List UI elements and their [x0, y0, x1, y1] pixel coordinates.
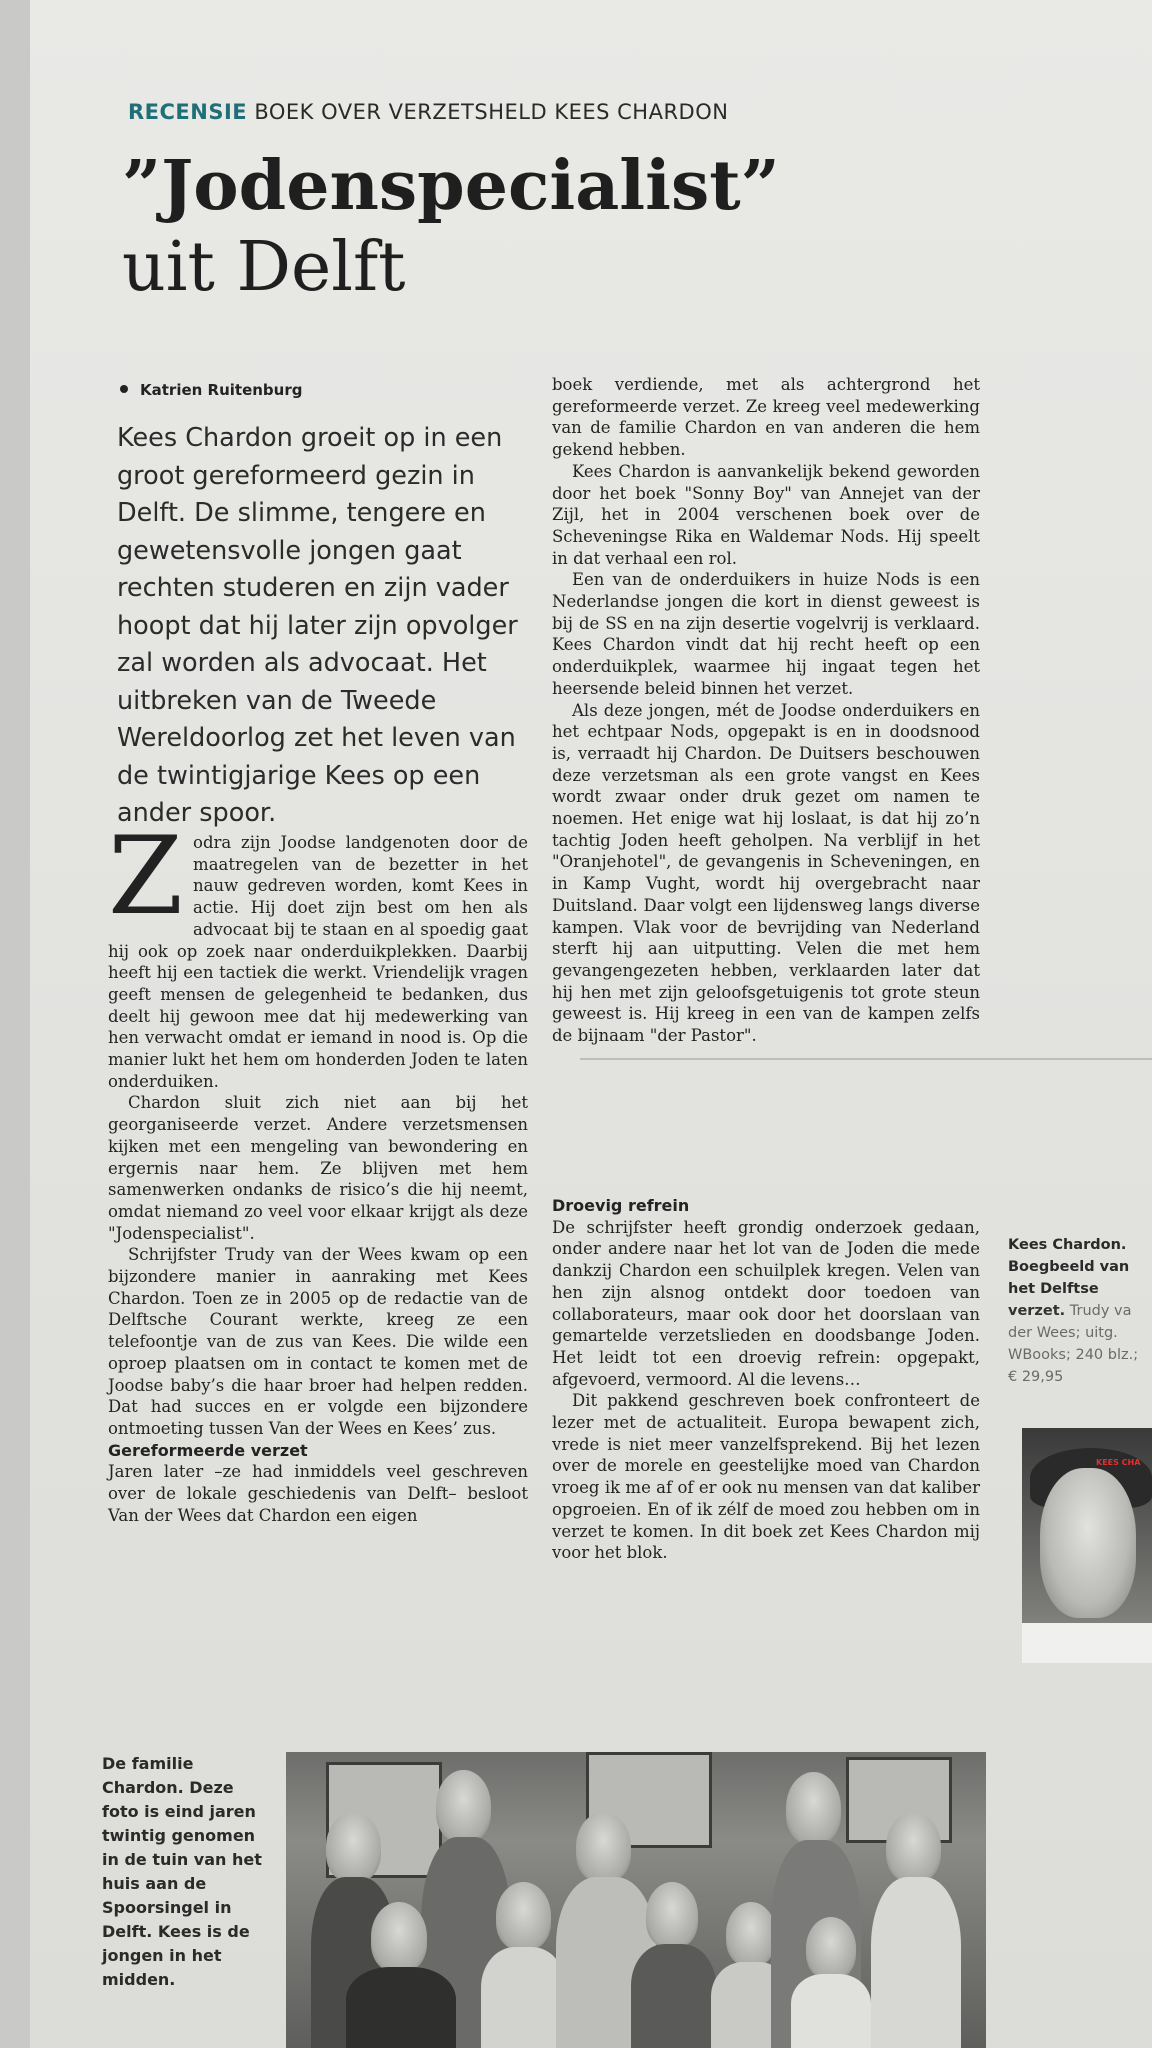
article-column-3: [552, 1195, 980, 1564]
photo-person: [886, 1812, 941, 1882]
paragraph: Jaren later –ze had inmiddels veel geschreven over de lokale geschiedenis van Delft– besloot Van der Wees dat Chardon een eigen: [108, 1462, 528, 1525]
lead-paragraph: Kees Chardon groeit op in een groot gereformeerd gezin in Delft. De slimme, tengere en gewetensvolle jongen gaat rechten studeren en zijn vader hoopt dat hij later zijn opvolger zal worden als advocaat. Het uitbreken van de Tweede Wereldoorlog zet het leven van de twintigjarige Kees op een ander spoor.: [117, 423, 518, 828]
photo-person: [646, 1882, 698, 1948]
caption-label: verzet.: [1008, 1303, 1066, 1319]
article-column-1: [108, 814, 528, 1527]
article-column-2: [552, 374, 980, 1047]
paragraph: Chardon sluit zich niet aan bij het georganiseerde verzet. Andere verzetsmensen kijken met een mengeling van bewondering en ergernis naar hem. Ze blijven met hem samenwerken ondanks de risico’s die hij neemt, omdat niemand zo veel voor elkaar krijgt als deze "Jodenspecialist".: [108, 1093, 528, 1243]
paragraph: boek verdiende, met als achtergrond het gereformeerde verzet. Ze kreeg veel medewerking van de familie Chardon en van anderen die hem gekend hebben.: [552, 375, 980, 460]
photo-person: [326, 1812, 381, 1882]
paper-fold: [580, 1058, 1152, 1060]
caption-description: Boegbeeld van het Delftse: [1008, 1259, 1130, 1297]
cover-title: KEES CHA: [1096, 1458, 1141, 1467]
paragraph: odra zijn Joodse landgenoten door de maatregelen van de bezetter in het nauw gedreven worden, komt Kees in actie. Hij doet zijn best om hen als advocaat bij te staan en al spoedig gaat hij ook op zoek naar onderduikplekken. Daarbij heeft hij een tactiek die werkt. Vriendelijk vragen geeft mensen de gelegenheid te bedanken, dus deelt hij gewoon mee dat hij medewerking van hen verwacht omdat er iemand in nood is. Op die manier lukt het hem om honderden Joden te laten onderduiken.: [108, 833, 528, 1091]
kicker-label: RECENSIE: [128, 100, 248, 124]
author-name: Katrien Ruitenburg: [140, 381, 303, 399]
subheading: Droevig refrein: [552, 1196, 690, 1215]
headline-line-1: ”Jodenspecialist”: [122, 146, 780, 226]
headline: [122, 145, 1022, 309]
photo-caption: De familie Chardon. Deze foto is eind jaren twintig genomen in de tuin van het huis aan de Spoorsingel in Delft. Kees is de jongen in het midden.: [102, 1754, 262, 1989]
paragraph: Kees Chardon is aanvankelijk bekend geworden door het boek "Sonny Boy" van Annejet van der Zijl, het in 2004 verschenen boek over de Scheveningse Rika en Waldemar Nods. Hij speelt in dat verhaal een rol.: [552, 461, 980, 568]
photo-person: [791, 1974, 871, 2048]
photo-person: [346, 1967, 456, 2048]
paragraph: Als deze jongen, mét de Joodse onderduikers en het echtpaar Nods, opgepakt is en in doodsnood is, verraadt hij Chardon. De Duitsers beschouwen deze verzetsman als een grote vangst en Kees wordt zwaar onder druk gezet om namen te noemen. Het enige wat hij loslaat, is dat hij zo’n tachtig Joden heeft geholpen. Na verblijf in het "Oranjehotel", de gevangenis in Scheveningen, en in Kamp Vught, wordt hij overgebracht naar Duitsland. Daar volgt een lijdensweg langs diverse kampen. Vlak voor de bevrijding van Nederland sterft hij aan uitputting. Velen die met hem gevangengezeten hebben, verklaarden later dat hij hen met zijn geloofsgetuigenis tot grote steun geweest is. Hij kreeg in een van de kampen zelfs de bijnaam "der Pastor".: [552, 700, 980, 1046]
portrait-collar: [1022, 1623, 1152, 1663]
photo-person: [481, 1947, 566, 2048]
book-caption: [1008, 1234, 1148, 1388]
photo-person: [786, 1772, 841, 1844]
photo-person: [371, 1902, 427, 1972]
drop-cap: Z: [108, 814, 184, 939]
paragraph: De schrijfster heeft grondig onderzoek gedaan, onder andere naar het lot van de Joden die mede dankzij Chardon een schuilplek kregen. Velen van hen zijn alsnog ontdekt door toedoen van collaborateurs, maar ook door het doorslaan van gemartelde verzetslieden en doodsbange Joden. Het leidt tot een droevig refrein: opgepakt, afgevoerd, vermoord. Al die levens…: [552, 1217, 980, 1389]
byline: [120, 381, 302, 399]
photo-person: [436, 1770, 491, 1842]
paragraph: Een van de onderduikers in huize Nods is een Nederlandse jongen die kort in dienst geweest is bij de SS en na zijn desertie vogelvrij is verklaard. Kees Chardon vindt dat hij recht heeft op een onderduikplek, waarmee hij ingaat tegen het heersende beleid binnen het verzet.: [552, 570, 980, 698]
subheading: Gereformeerde verzet: [108, 1440, 308, 1460]
photo-person: [576, 1812, 631, 1882]
photo-person: [726, 1902, 776, 1966]
book-info: Trudy va der Wees; uitg. WBooks; 240 blz.; € 29,95: [1008, 1303, 1139, 1385]
kicker-title: BOEK OVER VERZETSHELD KEES CHARDON: [254, 100, 729, 124]
headline-line-2: uit Delft: [122, 228, 406, 307]
paragraph: Dit pakkend geschreven boek confronteert de lezer met de actualiteit. Europa bewapent zich, vrede is niet meer vanzelfsprekend. Bij het lezen over de morele en geestelijke moed van Chardon vroeg ik me af of er ook nu mensen van dat kaliber opgroeien. En of ik zélf de moed zou hebben om in verzet te komen. In dit boek zet Kees Chardon mij voor het blok.: [552, 1391, 980, 1563]
book-cover-portrait: [1022, 1428, 1152, 1663]
family-photo: [286, 1752, 986, 2048]
bullet-icon: [120, 385, 128, 393]
caption-name: Kees Chardon.: [1008, 1237, 1127, 1253]
photo-person: [496, 1882, 551, 1950]
paragraph: Schrijfster Trudy van der Wees kwam op een bijzondere manier in aanraking met Kees Chardon. Toen ze in 2005 op de redactie van de Delftsche Courant werkte, kreeg ze een telefoontje van de zus van Kees. Die wilde een oproep plaatsen om in contact te komen met de Joodse baby’s die haar broer had helpen redden. Dat had succes en er volgde een bijzondere ontmoeting tussen Van der Wees en Kees’ zus.: [108, 1245, 528, 1438]
kicker: [128, 100, 1028, 124]
portrait-face: [1040, 1468, 1136, 1618]
photo-person: [631, 1944, 716, 2048]
photo-person: [806, 1917, 856, 1979]
photo-person: [871, 1877, 961, 2048]
